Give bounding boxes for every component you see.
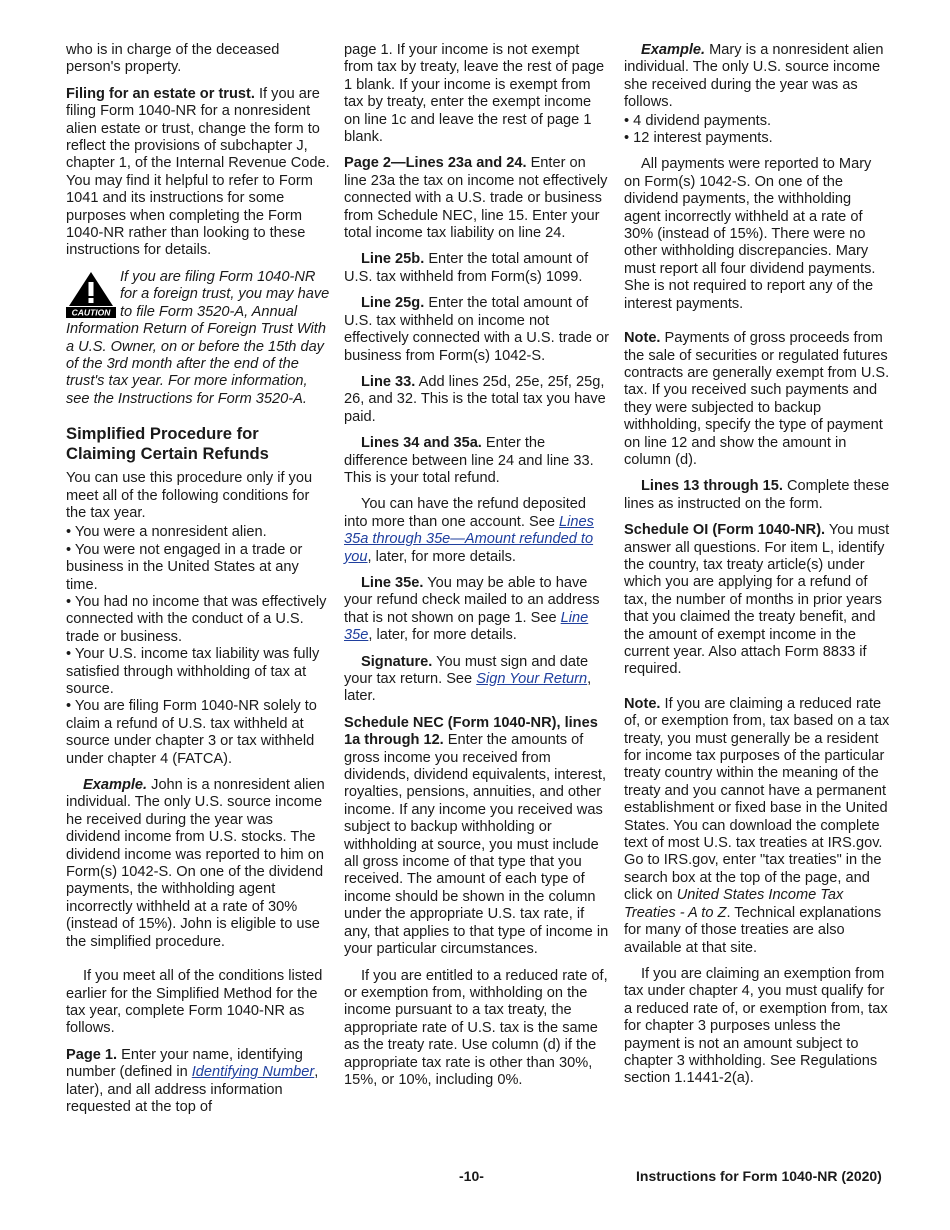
- note-body: Payments of gross proceeds from the sale of securities or regulated futures contracts are generally exempt from U.S. tax. If you received such payments and they were subjected to backup withholding, specify the type of payment on line 12 and show the amount in column (d).: [624, 330, 890, 468]
- link-sign-your-return[interactable]: Sign Your Return: [476, 671, 588, 687]
- line25g-heading: Line 25g.: [361, 295, 425, 312]
- paragraph-example-john: [66, 777, 330, 951]
- schedule-nec-body: Enter the amounts of gross income you received from dividends, dividend equivalents, interest, royalties, pensions, annuities, and other income. If any income you received was subject to backup withholding or withholding at source, you must include all gross income of that type that you received. The amount of each type of income should be shown in the column under the appropriate U.S. tax rate, if any, that applies to that type of income in your particular circumstances.: [344, 732, 609, 958]
- caution-text: If you are filing Form 1040-NR for a foreign trust, you may have to file Form 3520-A, Annual Information Return of Foreign Trust With a U.S. Owner, on or before the 15th day of the 3rd month after the end of the trust's tax year. For more information, see the Instructions for Form 3520-A.: [66, 268, 330, 407]
- estate-body: If you are filing Form 1040-NR for a nonresident alien estate or trust, change the form to reflect the provisions of subchapter J, chapter 1, of the Internal Revenue Code. You may find it helpful to refer to Form 1041 and its instructions for some purposes when completing the Form 1040-NR rather than looking to these instructions for details.: [66, 85, 330, 259]
- signature-text: You must sign and date your tax return. See: [344, 653, 589, 687]
- paragraph-deposit: [344, 496, 610, 566]
- line35e-text-end: , later, for more details.: [368, 627, 517, 644]
- column-3: [624, 42, 890, 1097]
- paragraph-example-mary: [624, 42, 890, 112]
- paragraph-estate-trust: [66, 86, 330, 260]
- paragraph-page1: [66, 1047, 330, 1117]
- example-text: Mary is a nonresident alien individual. The only U.S. source income she received during the year was as follows.: [624, 42, 884, 111]
- link-lines-35a-35e[interactable]: Lines 35a through 35e—Amount refunded to you: [344, 513, 594, 565]
- schedule-oi-body: You must answer all questions. For item L, identify the country, tax treaty article(s) under which you are applying for a refund of tax, the number of months in prior years that you claimed the treaty benefit, and the amount of exempt income in the current year. Also attach Form 8833 if required.: [624, 522, 890, 678]
- paragraph-conditions: If you meet all of the conditions listed earlier for the Simplified Method for the tax year, complete Form 1040-NR as follows.: [66, 968, 323, 1037]
- page1-heading: Page 1.: [66, 1046, 118, 1063]
- paragraph-line33: [344, 374, 610, 426]
- paragraph-deceased: who is in charge of the deceased person's property.: [66, 42, 280, 76]
- line33-body: Add lines 25d, 25e, 25f, 25g, 26, and 32. This is the total tax you have paid.: [344, 373, 606, 425]
- list-item: • You are filing Form 1040-NR solely to claim a refund of U.S. tax withheld at source under chapter 3 or tax withheld under chapter 4 (FATCA).: [66, 698, 317, 767]
- list-item: • You were a nonresident alien.: [66, 524, 267, 541]
- payments-list: [624, 113, 890, 148]
- footer-title: Instructions for Form 1040-NR (2020): [636, 1168, 882, 1184]
- caution-badge: [66, 270, 116, 318]
- paragraph-schedule-oi: [624, 522, 890, 679]
- paragraph-line25b: [344, 251, 610, 286]
- paragraph-line35e: [344, 575, 610, 645]
- lines13-heading: Lines 13 through 15.: [641, 478, 783, 495]
- paragraph-page1-cont: page 1. If your income is not exempt from tax by treaty, leave the rest of page 1 blank. If your income is exempt from tax by treaty, enter the exempt income on line 1c and leave the rest of page 1 blank.: [344, 42, 605, 146]
- paragraph-page2: [344, 155, 610, 242]
- line35e-text: You may be able to have your refund check mailed to an address that is not shown on page 1. See: [344, 574, 600, 626]
- example-label: Example.: [83, 777, 148, 794]
- paragraph-reported: All payments were reported to Mary on Form(s) 1042-S. On one of the dividend payments, the withholding agent incorrectly withheld at a rate of 30% (instead of 15%). There were no other withholding discrepancies. Mary must report all four dividend payments. She is not required to report any of the interest payments.: [624, 156, 876, 312]
- example-text: John is a nonresident alien individual. The only U.S. source income he received during the year was dividend income from U.S. stocks. The dividend income was reported to him on Form(s) 1042-S. On one of the dividend payments, the withholding agent incorrectly withheld at a rate of 30% (instead of 15%). John is eligible to use the simplified procedure.: [66, 777, 325, 950]
- column-1: [66, 42, 330, 1125]
- deposit-text: You can have the refund deposited into more than one account. See: [344, 496, 587, 530]
- spacer: [66, 960, 330, 968]
- paragraph-note-treaty: [624, 696, 890, 957]
- column-2: [344, 42, 610, 1098]
- signature-text-end: , later.: [344, 671, 592, 705]
- example-label: Example.: [641, 42, 706, 58]
- line25b-body: Enter the total amount of U.S. tax withheld from Form(s) 1099.: [344, 251, 589, 285]
- paragraph-signature: [344, 654, 610, 706]
- lines13-body: Complete these lines as instructed on the form.: [624, 478, 890, 512]
- conditions-list: [66, 524, 330, 768]
- spacer: [624, 322, 890, 330]
- line35e-heading: Line 35e.: [361, 574, 424, 591]
- paragraph-line34: [344, 435, 610, 487]
- paragraph-line25g: [344, 295, 610, 365]
- note-heading: Note.: [624, 330, 661, 347]
- line25g-body: Enter the total amount of U.S. tax withheld on income not effectively connected with a U.S. trade or business from Form(s) 1042-S.: [344, 295, 609, 364]
- list-item: • 12 interest payments.: [624, 130, 773, 147]
- page-number: -10-: [459, 1168, 484, 1184]
- page1-text-end: , later), and all address information requested at the top of: [66, 1064, 319, 1115]
- paragraph-reduced-rate: If you are entitled to a reduced rate of, or exemption from, withholding on the income pursuant to a tax treaty, the appropriate rate of U.S. tax is the same as the treaty rate. Use column (d) if the appropriate tax rate is other than 30%, 15%, or 10%, including 0%.: [344, 967, 608, 1088]
- list-item: • You had no income that was effectively connected with the conduct of a U.S. trade or business.: [66, 593, 327, 645]
- paragraph-intro: You can use this procedure only if you meet all of the following conditions for the tax year.: [66, 470, 313, 521]
- paragraph-chapter4: If you are claiming an exemption from tax under chapter 4, you must qualify for a reduced rate of, or exemption from, tax for chapter 3 purposes unless the payment is not an amount subject to chapter 3 withholding. See Regulations section 1.1441-2(a).: [624, 965, 888, 1087]
- caution-label: CAUTION: [71, 307, 111, 318]
- page1-text: Enter your name, identifying number (defined in: [66, 1046, 303, 1081]
- note-treaty-text: If you are claiming a reduced rate of, or exemption from, tax based on a tax treaty, you must generally be a resident for income tax purposes of the particular treaty country within the meaning of the treaty and you cannot have a permanent establishment or fixed base in the United States. You can download the complete text of most U.S. tax treaties at IRS.gov. Go to IRS.gov, enter "tax treaties" in the search box at the top of the page, and click on: [624, 695, 890, 904]
- caution-icon: [66, 270, 116, 318]
- note-treaty-text-end: . Technical explanations for many of those treaties are also available at that site.: [624, 904, 882, 956]
- schedule-nec-heading: Schedule NEC (Form 1040-NR), lines 1a through 12.: [344, 714, 598, 749]
- signature-heading: Signature.: [361, 653, 433, 670]
- spacer: [624, 688, 890, 696]
- estate-heading: Filing for an estate or trust.: [66, 85, 255, 102]
- paragraph-schedule-nec: [344, 715, 610, 959]
- caution-note: [66, 269, 330, 408]
- line34-heading: Lines 34 and 35a.: [361, 435, 482, 452]
- deposit-text-end: , later, for more details.: [367, 548, 516, 565]
- list-item: • 4 dividend payments.: [624, 112, 772, 129]
- link-identifying-number[interactable]: Identifying Number: [191, 1064, 315, 1081]
- paragraph-note-gross-proceeds: [624, 330, 890, 469]
- line25b-heading: Line 25b.: [361, 251, 425, 268]
- line33-heading: Line 33.: [361, 373, 416, 390]
- schedule-oi-heading: Schedule OI (Form 1040-NR).: [624, 522, 826, 539]
- note-heading: Note.: [624, 695, 661, 712]
- line34-body: Enter the difference between line 24 and line 33. This is your total refund.: [344, 435, 594, 486]
- treaties-title: United States Income Tax Treaties - A to Z: [624, 887, 844, 921]
- section-heading-simplified: Simplified Procedure for Claiming Certain Refunds: [66, 424, 269, 464]
- paragraph-lines13-15: [624, 478, 890, 513]
- link-line-35e[interactable]: Line 35e: [344, 609, 589, 644]
- list-item: • You were not engaged in a trade or business in the United States at any time.: [66, 541, 303, 593]
- list-item: • Your U.S. income tax liability was fully satisfied through withholding of tax at source.: [66, 646, 320, 697]
- page2-heading: Page 2—Lines 23a and 24.: [344, 155, 527, 172]
- page2-body: Enter on line 23a the tax on income not effectively connected with a U.S. trade or business from Schedule NEC, line 15. Enter your total income tax liability on line 24.: [344, 155, 608, 242]
